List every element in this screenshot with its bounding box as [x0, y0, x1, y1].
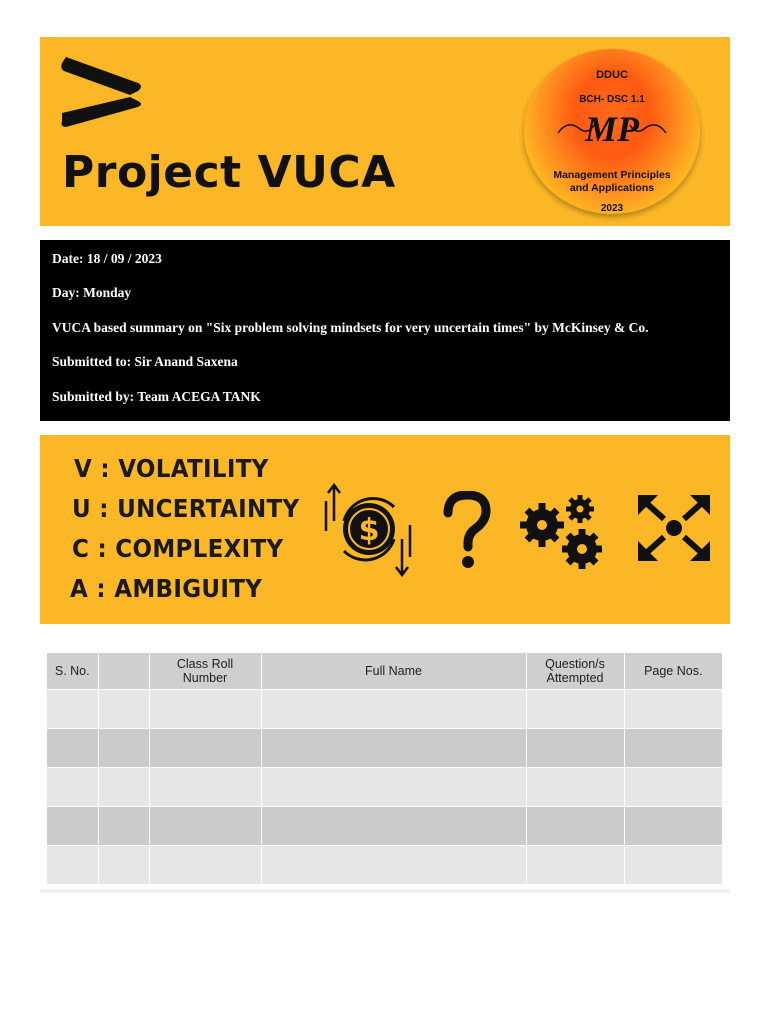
badge-course-code: BCH- DSC 1.1: [579, 94, 645, 105]
table-cell: [47, 690, 98, 729]
table-cell: [526, 690, 624, 729]
table-cell: [149, 807, 261, 846]
table-cell: [149, 690, 261, 729]
expand-arrows-icon: [636, 493, 712, 563]
course-badge: [524, 49, 700, 214]
table-row: [47, 690, 722, 729]
table-row: [47, 846, 722, 885]
page-title: Project VUCA: [62, 147, 396, 198]
table-cell: [261, 690, 526, 729]
table-cell: [526, 807, 624, 846]
svg-text:$: $: [358, 513, 380, 548]
table-cell: [261, 846, 526, 885]
vuca-ambiguity: A : AMBIGUITY: [70, 575, 263, 604]
table-cell: [98, 729, 149, 768]
badge-monogram: MP: [585, 109, 639, 147]
table-cell: [47, 729, 98, 768]
table-cell: [149, 768, 261, 807]
table-cell: [624, 729, 722, 768]
table-cell: [98, 846, 149, 885]
table-cell: [624, 846, 722, 885]
table-cell: [47, 846, 98, 885]
table-cell: [261, 768, 526, 807]
table-cell: [526, 729, 624, 768]
table-row: [47, 729, 722, 768]
vuca-banner: [40, 435, 730, 624]
info-summary: VUCA based summary on "Six problem solving mindsets for very uncertain times" by McKinsey & Co.: [52, 320, 649, 335]
team-table: [47, 653, 722, 884]
col-header-pages: Page Nos.: [624, 653, 722, 690]
dollar-cycle-icon: [322, 481, 416, 579]
info-date: Date: 18 / 09 / 2023: [52, 251, 162, 266]
col-header-questions: Question/s Attempted: [526, 653, 624, 690]
table-cell: [526, 768, 624, 807]
table-cell: [98, 807, 149, 846]
table-row: [47, 768, 722, 807]
vuca-complexity: C : COMPLEXITY: [72, 535, 284, 564]
col-header-roll: Class Roll Number: [149, 653, 261, 690]
header-banner: [40, 37, 730, 226]
col-header-sno: S. No.: [47, 653, 98, 690]
info-submitted-by: Submitted by: Team ACEGA TANK: [52, 389, 261, 404]
table-cell: [624, 690, 722, 729]
badge-college: DDUC: [596, 69, 628, 81]
table-cell: [149, 846, 261, 885]
info-day: Day: Monday: [52, 285, 132, 300]
table-cell: [261, 807, 526, 846]
table-cell: [624, 807, 722, 846]
col-header-blank: [98, 653, 149, 690]
mp-monogram-icon: [554, 107, 670, 147]
arrow-logo-icon: [60, 55, 144, 129]
table-cell: [98, 768, 149, 807]
table-cell: [526, 846, 624, 885]
table-cell: [624, 768, 722, 807]
table-cell: [47, 768, 98, 807]
badge-year: 2023: [600, 203, 624, 214]
submission-info: [40, 240, 730, 421]
badge-course-name: Management Principles and Applications: [553, 169, 671, 194]
table-cell: [47, 807, 98, 846]
table-cell: [149, 729, 261, 768]
table-header-row: [47, 653, 722, 690]
divider: [40, 889, 730, 893]
table-cell: [98, 690, 149, 729]
vuca-volatility: V : VOLATILITY: [74, 455, 269, 484]
gears-icon: [520, 495, 610, 575]
table-row: [47, 807, 722, 846]
question-mark-icon: [442, 491, 492, 571]
col-header-name: Full Name: [261, 653, 526, 690]
info-submitted-to: Submitted to: Sir Anand Saxena: [52, 354, 238, 369]
table-cell: [261, 729, 526, 768]
vuca-uncertainty: U : UNCERTAINTY: [72, 495, 300, 524]
